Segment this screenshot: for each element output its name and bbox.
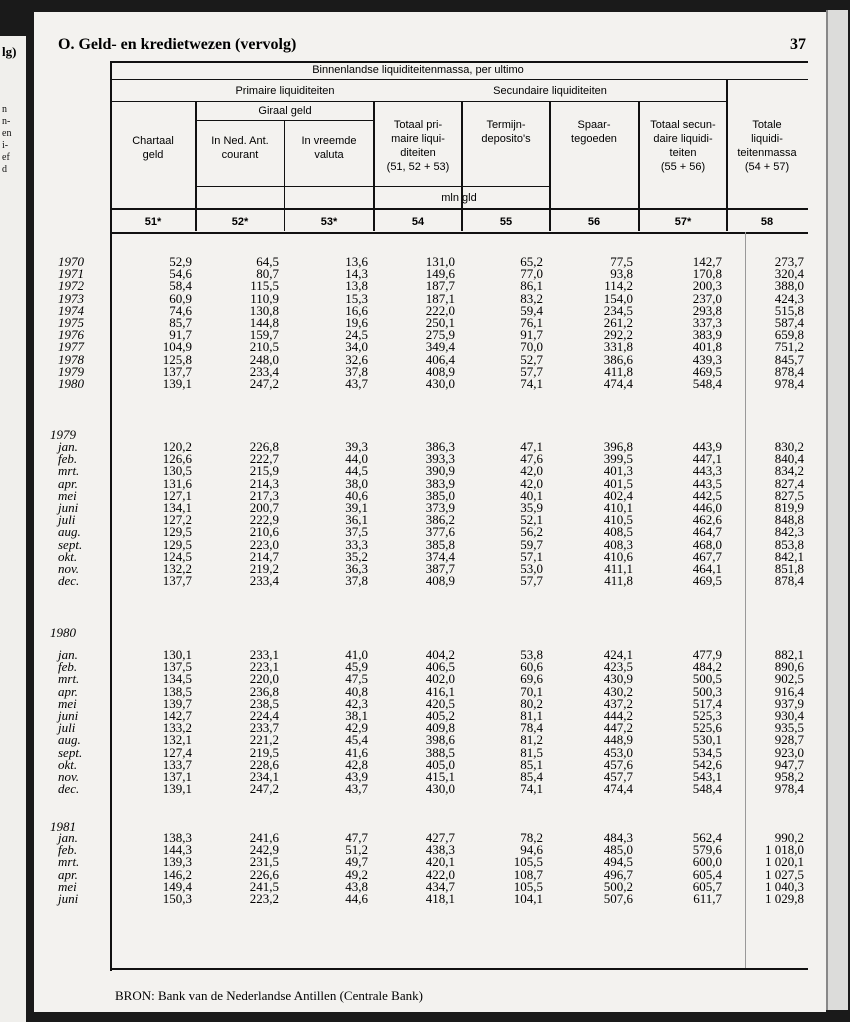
column-values: 396,8 399,5 401,3 401,5 402,4 410,1 410,5 408,5 408,3 410,6 411,1 411,8 [603, 439, 633, 589]
column-values: 47,1 47,6 42,0 42,0 40,1 35,9 52,1 56,2 59,7 57,1 53,0 57,7 [520, 439, 543, 589]
header-rule [110, 79, 808, 80]
group-year: 1981 [50, 819, 76, 834]
column-values: 64,5 80,7 115,5 110,9 130,8 144,8 159,7 210,5 248,0 233,4 247,2 [249, 254, 279, 392]
column-values: 78,2 94,6 105,5 108,7 105,5 104,1 [513, 830, 543, 907]
column-values: 52,9 54,6 58,4 60,9 74,6 85,7 91,7 104,9 125,8 137,7 139,1 [162, 254, 192, 392]
column-header: Chartaal geld [132, 135, 174, 161]
column-values: 562,4 579,6 600,0 605,4 605,7 611,7 [692, 830, 722, 907]
column-values: 427,7 438,3 420,1 422,0 434,7 418,1 [425, 830, 455, 907]
row-labels: jan. feb. mrt. apr. mei juni [58, 830, 80, 907]
column-number: 56 [587, 216, 601, 228]
column-values: 53,8 60,6 69,6 70,1 80,2 81,1 78,4 81,2 81,5 85,1 85,4 74,1 [520, 647, 543, 797]
column-values: 65,2 77,0 86,1 83,2 59,4 76,1 91,7 70,0 52,7 57,7 74,1 [520, 254, 543, 392]
column-header: Totale liquidi- teitenmassa (54 + 57) [737, 119, 797, 173]
header-rule [110, 101, 726, 102]
column-values: 13,6 14,3 13,8 15,3 16,6 19,6 24,5 34,0 32,6 37,8 43,7 [345, 254, 368, 392]
adjacent-page-fragment: ef [2, 152, 10, 163]
column-values: 77,5 93,8 114,2 154,0 234,5 261,2 292,2 331,8 386,6 411,8 474,4 [603, 254, 633, 392]
column-header: Totaal secun- daire liquidi- teiten (55 + 56) [650, 119, 716, 173]
adjacent-page-fragment: n- [2, 116, 11, 127]
column-rule [195, 101, 197, 231]
column-values: 131,0 149,6 187,7 187,1 222,0 250,1 275,9 349,4 406,4 408,9 430,0 [425, 254, 455, 392]
column-number: 51* [144, 216, 162, 228]
header-rule [110, 232, 808, 234]
column-values: 404,2 406,5 402,0 416,1 420,5 405,2 409,8 398,6 388,5 405,0 415,1 430,0 [425, 647, 455, 797]
source-note: BRON: Bank van de Nederlandse Antillen (Centrale Bank) [115, 988, 423, 1003]
column-values: 477,9 484,2 500,5 500,3 517,4 525,3 525,6 530,1 534,5 542,6 543,1 548,4 [692, 647, 722, 797]
adjacent-page-label: lg) [2, 44, 17, 59]
column-values: 130,1 137,5 134,5 138,5 139,7 142,7 133,2 132,1 127,4 133,7 137,1 139,1 [162, 647, 192, 797]
column-values: 484,3 485,0 494,5 496,7 500,2 507,6 [603, 830, 633, 907]
column-values: 47,7 51,2 49,7 49,2 43,8 44,6 [345, 830, 368, 907]
column-values: 273,7 320,4 388,0 424,3 515,8 587,4 659,8 751,2 845,7 878,4 978,4 [774, 254, 804, 392]
giraal-header: Giraal geld [258, 105, 312, 117]
table-bottom-rule [110, 968, 808, 970]
column-values: 424,1 423,5 430,9 430,2 437,2 444,2 447,2 448,9 453,0 457,6 457,7 474,4 [603, 647, 633, 797]
column-values: 386,3 393,3 390,9 383,9 385,0 373,9 386,2 377,6 385,8 374,4 387,7 408,9 [425, 439, 455, 589]
column-values: 142,7 170,8 200,3 237,0 293,8 337,3 383,9 401,8 439,3 469,5 548,4 [692, 254, 722, 392]
page-title: O. Geld- en kredietwezen (vervolg) [58, 36, 297, 53]
column-values: 241,6 242,9 231,5 226,6 241,5 223,2 [249, 830, 279, 907]
column-values: 443,9 447,1 443,3 443,5 442,5 446,0 462,6 464,7 468,0 467,7 464,1 469,5 [692, 439, 722, 589]
column-values: 830,2 840,4 834,2 827,4 827,5 819,9 848,8 842,3 853,8 842,1 851,8 878,4 [774, 439, 804, 589]
page-number: 37 [790, 36, 806, 53]
group-year: 1980 [50, 625, 76, 640]
column-values: 138,3 144,3 139,3 146,2 149,4 150,3 [162, 830, 192, 907]
column-values: 39,3 44,0 44,5 38,0 40,6 39,1 36,1 37,5 33,3 35,2 36,3 37,8 [345, 439, 368, 589]
column-number: 53* [320, 216, 338, 228]
row-labels: 1970 1971 1972 1973 1974 1975 1976 1977 1978 1979 1980 [58, 254, 84, 392]
row-labels: jan. feb. mrt. apr. mei juni juli aug. sept. okt. nov. dec. [58, 439, 83, 589]
header-rule [196, 120, 374, 121]
adjacent-page-fragment: n [2, 104, 7, 115]
column-header: In Ned. Ant. courant [211, 135, 269, 161]
span-header: Binnenlandse liquiditeitenmassa, per ultimo [312, 64, 524, 76]
group-year: 1979 [50, 427, 76, 442]
column-header: Totaal pri- maire liqui- diteiten (51, 52 + 53) [386, 119, 450, 173]
page-edge [826, 10, 848, 1010]
adjacent-page-strip [0, 36, 26, 1022]
column-number: 52* [231, 216, 249, 228]
column-number: 55 [499, 216, 513, 228]
column-values: 226,8 222,7 215,9 214,3 217,3 200,7 222,9 210,6 223,0 214,7 219,2 233,4 [249, 439, 279, 589]
column-header: In vreemde valuta [301, 135, 357, 161]
unit-label: mln gld [441, 192, 477, 204]
column-number: 54 [411, 216, 425, 228]
column-values: 41,0 45,9 47,5 40,8 42,3 38,1 42,9 45,4 41,6 42,8 43,9 43,7 [345, 647, 368, 797]
header-rule [110, 208, 808, 210]
column-values: 233,1 223,1 220,0 236,8 238,5 224,4 233,7 221,2 219,5 228,6 234,1 247,2 [249, 647, 279, 797]
adjacent-page-fragment: d [2, 164, 7, 175]
row-labels: jan. feb. mrt. apr. mei juni juli aug. sept. okt. nov. dec. [58, 647, 83, 797]
column-header: Termijn- deposito's [481, 119, 531, 145]
column-header: Spaar- tegoeden [571, 119, 617, 145]
column-number: 57* [674, 216, 692, 228]
secondary-header: Secundaire liquiditeiten [493, 85, 607, 97]
adjacent-page-fragment: en [2, 128, 12, 139]
column-values: 882,1 890,6 902,5 916,4 937,9 930,4 935,5 928,7 923,0 947,7 958,2 978,4 [774, 647, 804, 797]
adjacent-page-fragment: i- [2, 140, 9, 151]
column-values: 990,2 1 018,0 1 020,1 1 027,5 1 040,3 1 029,8 [765, 830, 804, 907]
column-number: 58 [760, 216, 774, 228]
primary-header: Primaire liquiditeiten [235, 85, 335, 97]
column-values: 120,2 126,6 130,5 131,6 127,1 134,1 127,2 129,5 129,5 124,5 132,2 137,7 [162, 439, 192, 589]
